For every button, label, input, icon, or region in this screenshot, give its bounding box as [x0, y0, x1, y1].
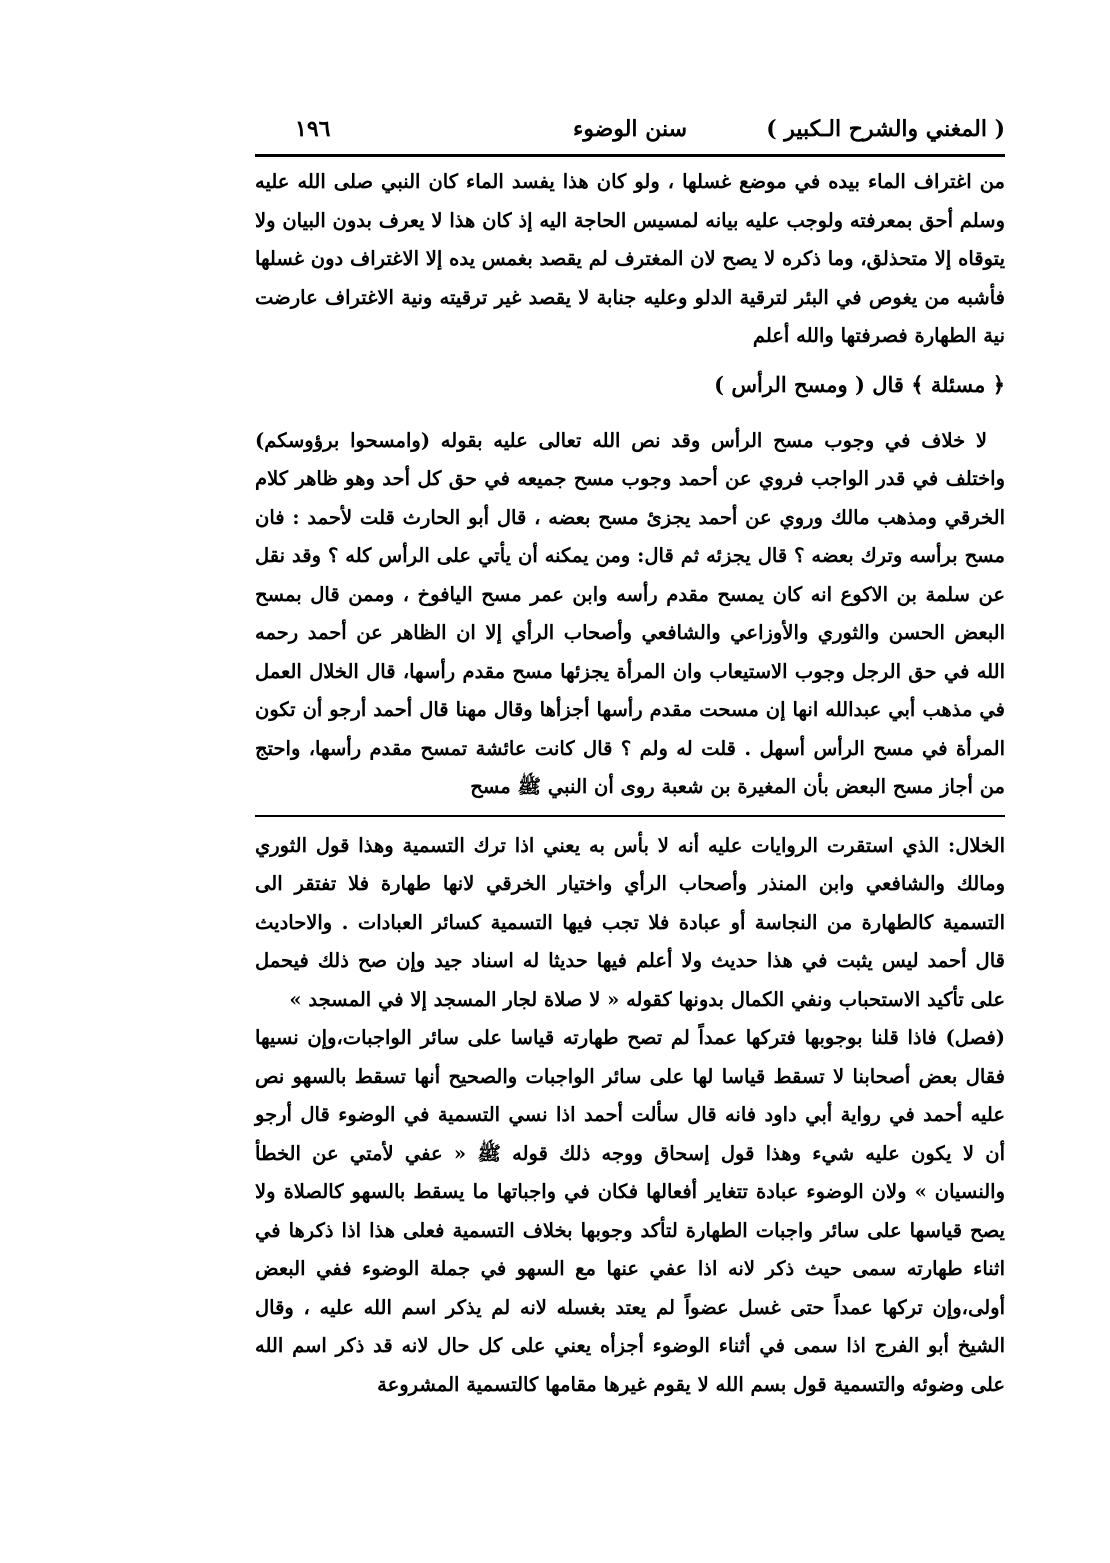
running-header — [255, 110, 1005, 150]
header-rule — [255, 154, 1005, 157]
masala-paragraph: لا خلاف في وجوب مسح الرأس وقد نص الله تعالى عليه بقوله (وامسحوا برؤوسكم) واختلف في قدر الواجب فروي عن أحمد وجوب مسح جميعه في حق كل أحد وهو ظاهر كلام الخرقي ومذهب مالك وروي عن أحمد يجزئ مسح بعضه ، قال أبو الحارث قلت لأحمد : فان مسح برأسه وترك بعضه ؟ قال يجزئه ثم قال: ومن يمكنه أن يأتي على الرأس كله ؟ وقد نقل عن سلمة بن الاكوع انه كان يمسح مقدم رأسه وابن عمر مسح اليافوخ ، وممن قال بمسح البعض الحسن والثوري والأوزاعي والشافعي وأصحاب الرأي إلا ان الظاهر عن أحمد رحمه الله في حق الرجل وجوب الاستيعاب وان المرأة يجزئها مسح مقدم رأسها، قال الخلال العمل في مذهب أبي عبدالله انها إن مسحت مقدم رأسها أجزأها وقال مهنا قال أحمد أرجو أن تكون المرأة في مسح الرأس أسهل . قلت له ولم ؟ قال كانت عائشة تمسح مقدم رأسها، واحتج من أجاز مسح البعض بأن المغيرة بن شعبة روى أن النبي ﷺ مسح — [255, 428, 1005, 798]
masala-heading: ﴿ مسئلة ﴾ قال ( ومسح الرأس ) — [714, 371, 1005, 397]
lower-paragraph-2: (فصل) فاذا قلنا بوجوبها فتركها عمداً لم تصح طهارته قياسا على سائر الواجبات،وإن نسيها فقال بعض أصحابنا لا تسقط قياسا لها على سائر الواجبات والصحيح أنها تسقط بالسهو نص عليه أحمد في رواية أبي داود فانه قال سألت أحمد اذا نسي التسمية في الوضوء قال أرجو أن لا يكون عليه شيء وهذا قول إسحاق ووجه ذلك قوله ﷺ « عفي لأمتي عن الخطأ والنسيان » ولان الوضوء عبادة تتغاير أفعالها فكان في واجباتها ما يسقط بالسهو كالصلاة ولا يصح قياسها على سائر واجبات الطهارة لتأكد وجوبها بخلاف التسمية فعلى هذا اذا ذكرها في اثناء طهارته سمى حيث ذكر لانه اذا عفي عنها مع السهو في جملة الوضوء ففي البعض أولى،وإن تركها عمداً حتى غسل عضواً لم يعتد بغسله لانه لم يذكر اسم الله عليه ، وقال الشيخ أبو الفرج اذا سمى في أثناء الوضوء أجزأه يعني على كل حال لانه قد ذكر اسم الله على وضوئه والتسمية قول بسم الله لا يقوم غيرها مقامها كالتسمية المشروعة — [255, 1026, 1005, 1396]
lower-paragraph-1: الخلال: الذي استقرت الروايات عليه أنه لا بأس به يعني اذا ترك التسمية وهذا قول الثوري ومالك والشافعي وابن المنذر وأصحاب الرأي واختيار الخرقي لانها طهارة فلا تفتقر الى التسمية كالطهارة من النجاسة أو عبادة فلا تجب فيها التسمية كسائر العبادات . والاحاديث قال أحمد ليس يثبت في هذا حديث ولا أعلم فيها حديثا له اسناد جيد وإن صح ذلك فيحمل على تأكيد الاستحباب ونفي الكمال بدونها كقوله « لا صلاة لجار المسجد إلا في المسجد » — [255, 833, 1005, 1011]
footnote-rule — [255, 815, 1005, 817]
page-number: ١٩٦ — [295, 116, 331, 142]
book-title: ( المغني والشرح الـكبير ) — [766, 116, 1005, 142]
intro-paragraph: من اغتراف الماء بيده في موضع غسلها ، ولو كان هذا يفسد الماء كان النبي صلى الله عليه وسلم أحق بمعرفته ولوجب عليه بيانه لمسيس الحاجة اليه إذ كان هذا لا يعرف بدون البيان ولا يتوقاه إلا متحذلق، وما ذكره لا يصح لان المغترف لم يقصد بغمس يده إلا الاغتراف دون غسلها فأشبه من يغوص في البئر لترقية الدلو وعليه جنابة لا يقصد غير ترقيته ونية الاغتراف عارضت نية الطهارة فصرفتها والله أعلم — [255, 170, 1005, 347]
book-page — [255, 110, 1005, 1404]
chapter-title: سنن الوضوء — [572, 116, 688, 142]
lower-text — [255, 827, 1005, 1405]
main-text — [255, 163, 1005, 807]
